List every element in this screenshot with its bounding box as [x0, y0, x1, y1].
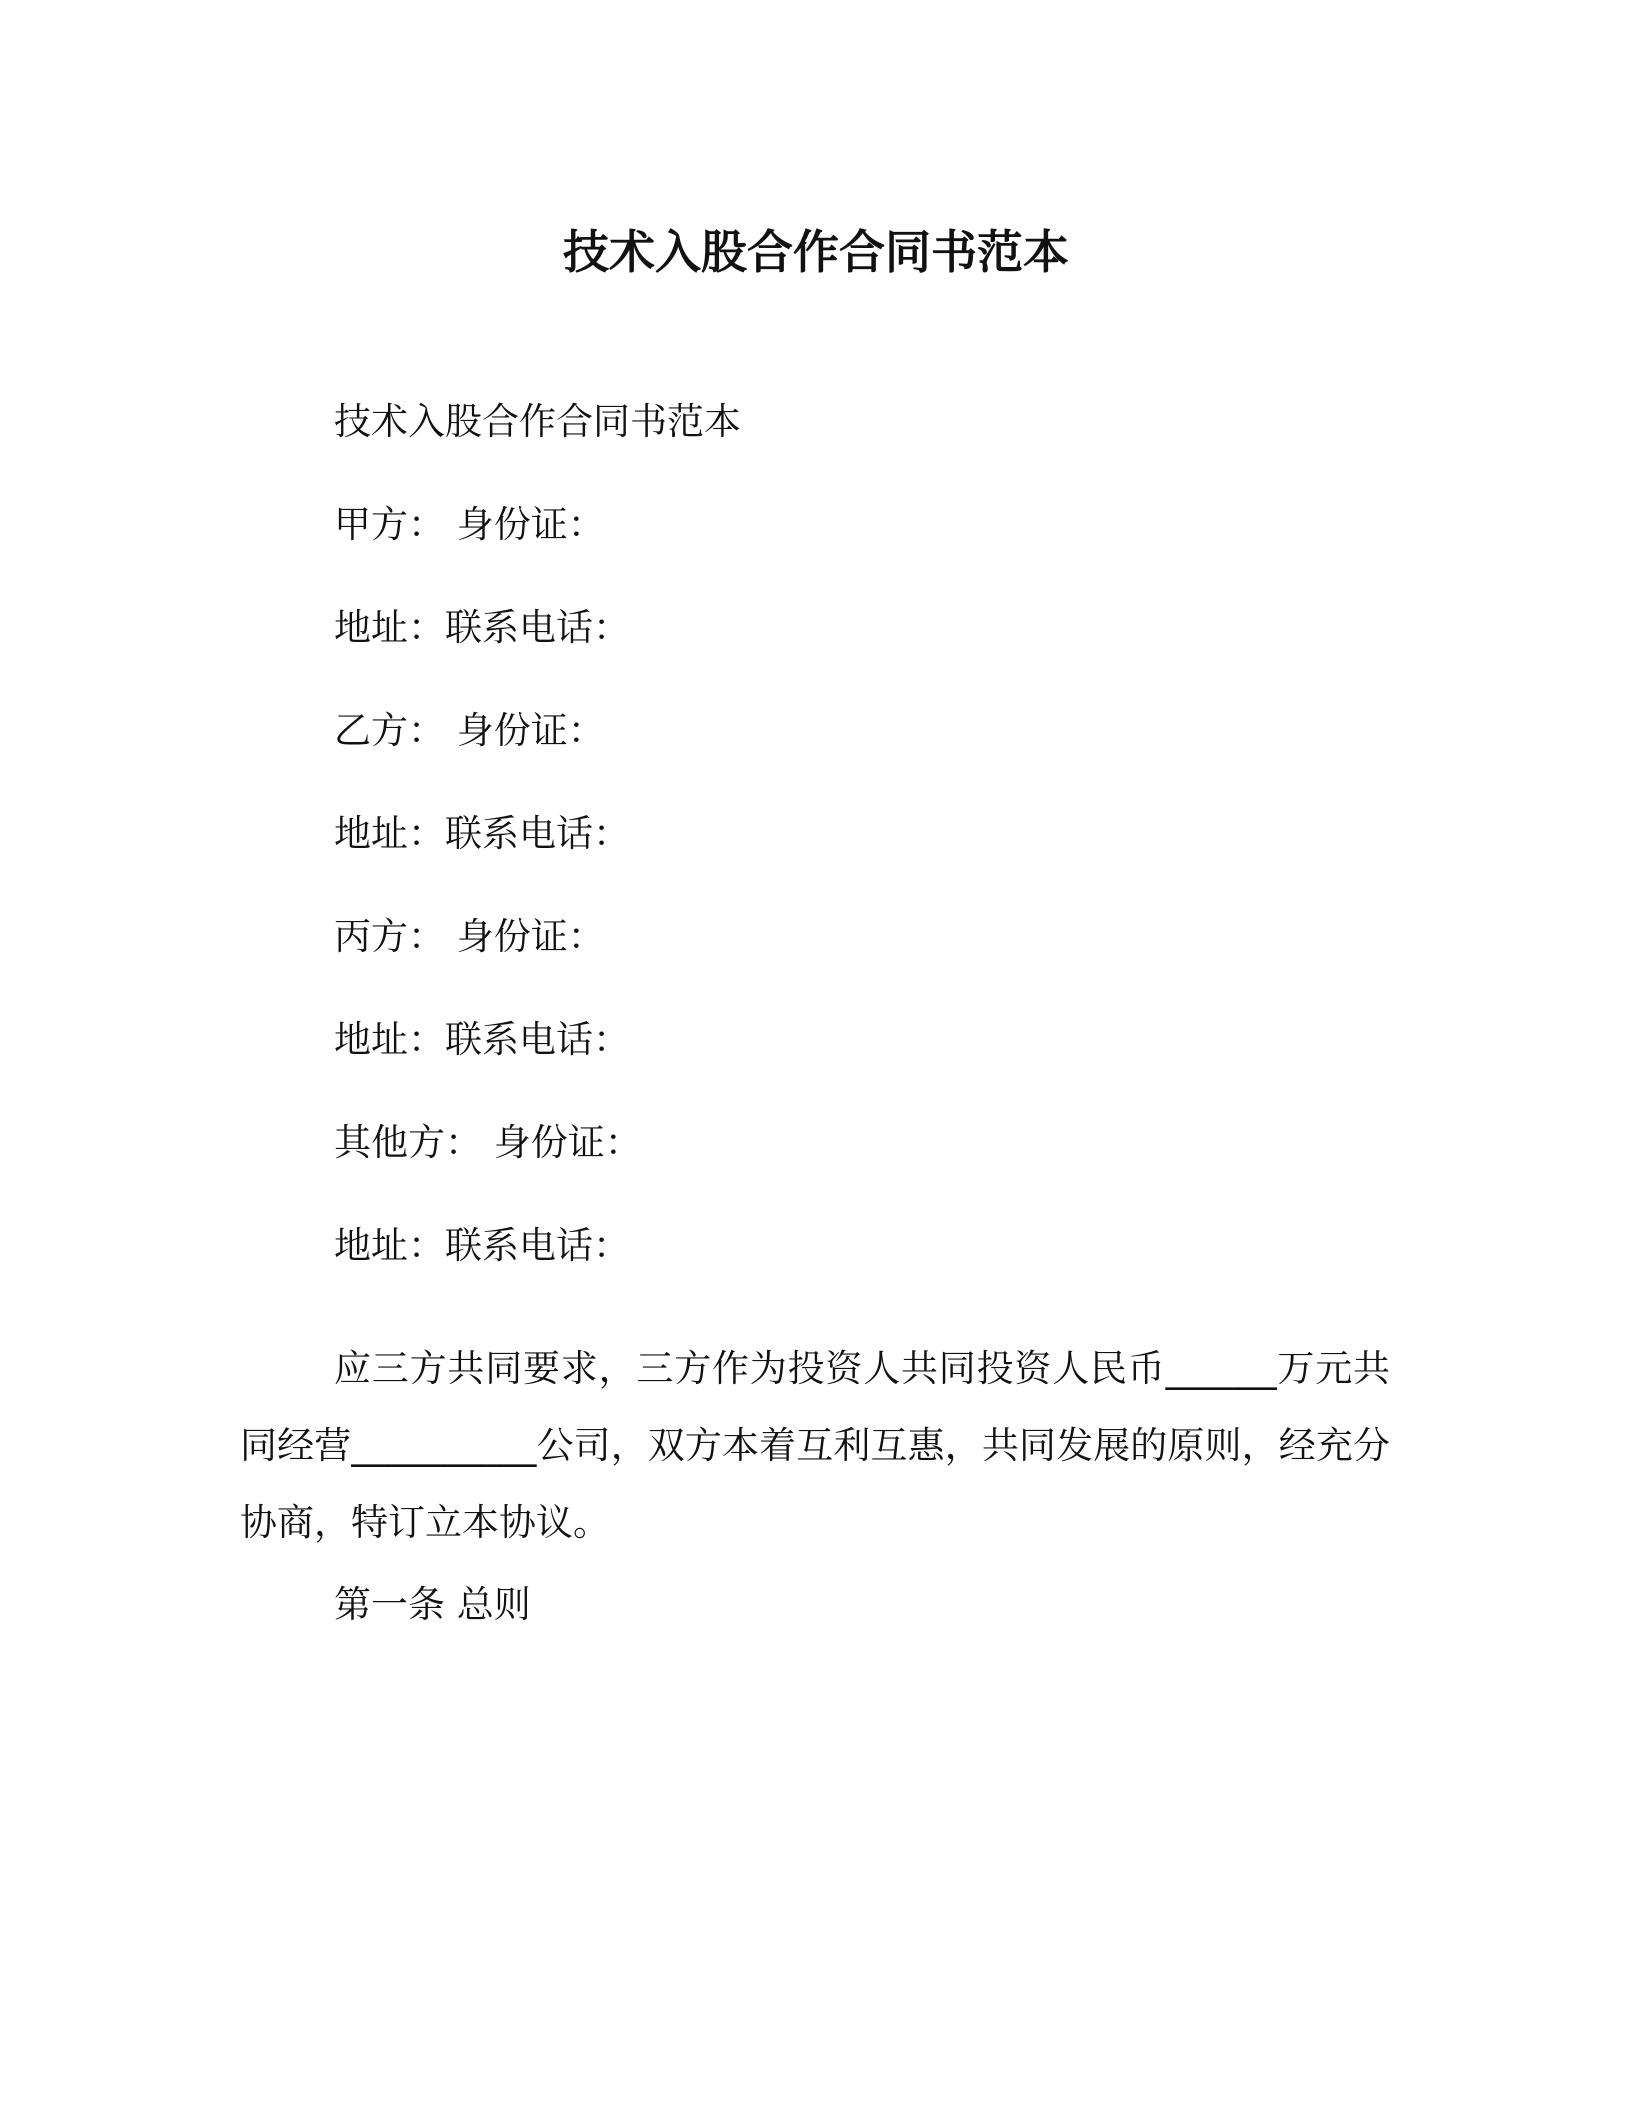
intro-paragraph: 应三方共同要求，三方作为投资人共同投资人民币______万元共同经营__________公司，双方本着互利互惠，共同发展的原则，经充分协商，特订立本协议。 [240, 1347, 1390, 1544]
document-title: 技术入股合作合同书范本 [563, 225, 1069, 279]
party-b-address-line: 地址：联系电话： [334, 812, 630, 855]
party-c-address-line: 地址：联系电话： [334, 1018, 630, 1061]
document-subtitle: 技术入股合作合同书范本 [334, 400, 741, 443]
party-a-id-line: 甲方： 身份证： [334, 503, 605, 546]
section-heading: 第一条 总则 [334, 1583, 531, 1626]
party-b-id-line: 乙方： 身份证： [334, 709, 605, 752]
other-party-id-line: 其他方： 身份证： [334, 1121, 642, 1164]
other-party-address-line: 地址：联系电话： [334, 1224, 630, 1267]
party-c-id-line: 丙方： 身份证： [334, 915, 605, 958]
party-a-address-line: 地址：联系电话： [334, 606, 630, 649]
